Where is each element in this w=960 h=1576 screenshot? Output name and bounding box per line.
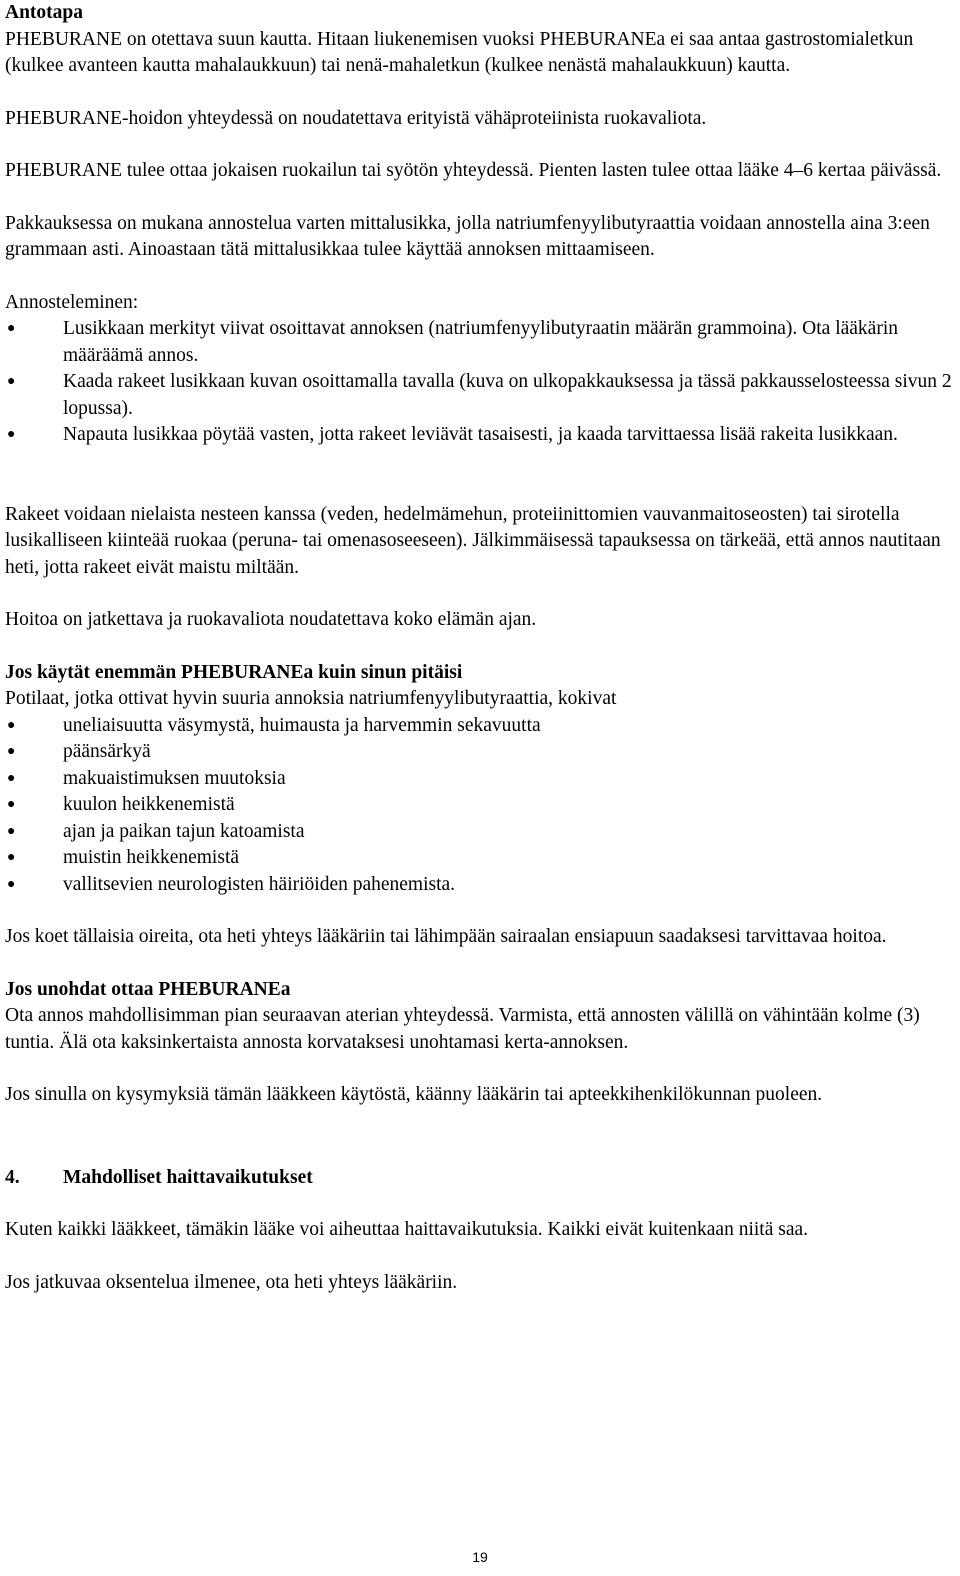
symptom-text: muistin heikkenemistä bbox=[63, 847, 240, 868]
bullet-icon: ● bbox=[7, 850, 16, 865]
paragraph-diet: PHEBURANE-hoidon yhteydessä on noudatettava erityistä vähäproteiinista ruokavaliota. bbox=[5, 107, 707, 129]
dosing-step-text: Kaada rakeet lusikkaan kuvan osoittamalla tavalla (kuva on ulkopakkauksessa ja tässä pakkausselosteessa sivun 2 lopussa). bbox=[63, 371, 952, 419]
list-item bbox=[5, 872, 955, 899]
section-title: Mahdolliset haittavaikutukset bbox=[63, 1166, 313, 1188]
paragraph-missed-dose: Ota annos mahdollisimman pian seuraavan aterian yhteydessä. Varmista, että annosten välillä on vähintään kolme (3) tuntia. Älä ota kaksinkertaista annosta korvataksesi unohtamasi kerta-annoksen. bbox=[5, 1005, 920, 1053]
section-heading-antotapa: Antotapa bbox=[5, 2, 84, 23]
list-item bbox=[5, 713, 955, 740]
document-page bbox=[5, 0, 955, 1296]
bullet-icon: ● bbox=[7, 770, 16, 786]
dosing-label: Annosteleminen: bbox=[5, 291, 139, 313]
paragraph-meals: PHEBURANE tulee ottaa jokaisen ruokailun tai syötön yhteydessä. Pienten lasten tulee ottaa lääke 4–6 kertaa päivässä. bbox=[5, 160, 942, 181]
symptom-text: kuulon heikkenemistä bbox=[63, 794, 235, 815]
bullet-icon: ● bbox=[7, 717, 16, 733]
paragraph-administration: PHEBURANE on otettava suun kautta. Hitaan liukenemisen vuoksi PHEBURANEa ei saa antaa gastrostomialetkun (kulkee avanteen kautta mahalaukkuun) tai nenä-mahaletkun (kulkee nenästä mahalaukkuun) kautta. bbox=[5, 28, 914, 76]
symptom-text: ajan ja paikan tajun katoamista bbox=[63, 820, 305, 842]
page-number: 19 bbox=[472, 1549, 488, 1565]
paragraph-overdose-intro: Potilaat, jotka ottivat hyvin suuria annoksia natriumfenyylibutyraattia, kokivat bbox=[5, 688, 617, 709]
paragraph-overdose-action: Jos koet tällaisia oireita, ota heti yhteys lääkäriin tai lähimpään sairaalan ensiapuun saadaksesi tarvittavaa hoitoa. bbox=[5, 926, 887, 947]
symptom-text: makuaistimuksen muutoksia bbox=[63, 767, 286, 789]
paragraph-lifelong-treatment: Hoitoa on jatkettava ja ruokavaliota noudatettava koko elämän ajan. bbox=[5, 609, 537, 630]
dosing-step-text: Napauta lusikkaa pöytää vasten, jotta rakeet leviävät tasaisesti, ja kaada tarvittaessa lisää rakeita lusikkaan. bbox=[63, 424, 898, 445]
list-item bbox=[5, 819, 955, 846]
list-item bbox=[5, 316, 955, 369]
list-item bbox=[5, 422, 955, 449]
bullet-icon: ● bbox=[7, 427, 16, 442]
paragraph-questions: Jos sinulla on kysymyksiä tämän lääkkeen käytöstä, käänny lääkärin tai apteekkihenkilökunnan puoleen. bbox=[5, 1084, 823, 1105]
symptom-text: vallitsevien neurologisten häiriöiden pahenemista. bbox=[63, 873, 456, 895]
bullet-icon: ● bbox=[7, 321, 16, 336]
symptom-text: päänsärkyä bbox=[63, 741, 151, 762]
symptom-text: uneliaisuutta väsymystä, huimausta ja harvemmin sekavuutta bbox=[63, 714, 541, 736]
bullet-icon: ● bbox=[7, 876, 16, 892]
dosing-steps-list bbox=[5, 316, 955, 449]
section-heading-overdose: Jos käytät enemmän PHEBURANEa kuin sinun pitäisi bbox=[5, 661, 463, 683]
bullet-icon: ● bbox=[7, 374, 16, 389]
list-item bbox=[5, 792, 955, 819]
section-4-heading bbox=[5, 1165, 955, 1192]
list-item bbox=[5, 845, 955, 872]
paragraph-measuring-spoon: Pakkauksessa on mukana annostelua varten mittalusikka, jolla natriumfenyylibutyraattia voidaan annostella aina 3:een grammaan asti. Ainoastaan tätä mittalusikkaa tulee käyttää annoksen mittaamiseen. bbox=[5, 212, 930, 260]
paragraph-vomiting: Jos jatkuvaa oksentelua ilmenee, ota heti yhteys lääkäriin. bbox=[5, 1271, 458, 1293]
paragraph-side-effects-intro: Kuten kaikki lääkkeet, tämäkin lääke voi aiheuttaa haittavaikutuksia. Kaikki eivät kuitenkaan niitä saa. bbox=[5, 1219, 809, 1240]
dosing-step-text: Lusikkaan merkityt viivat osoittavat annoksen (natriumfenyylibutyraatin määrän grammoina). Ota lääkärin määräämä annos. bbox=[63, 318, 898, 366]
paragraph-swallowing: Rakeet voidaan nielaista nesteen kanssa (veden, hedelmämehun, proteiinittomien vauvanmaitoseosten) tai sirotella lusikalliseen kiinteää ruokaa (peruna- tai omenasoseeseen). Jälkimmäisessä tapauksessa on tärkeää, että annos nautitaan heti, jotta rakeet eivät maistu miltään. bbox=[5, 503, 941, 578]
overdose-symptoms-list bbox=[5, 713, 955, 899]
section-heading-missed-dose: Jos unohdat ottaa PHEBURANEa bbox=[5, 978, 291, 1000]
list-item bbox=[5, 739, 955, 766]
bullet-icon: ● bbox=[7, 744, 16, 759]
section-number: 4. bbox=[5, 1166, 20, 1188]
bullet-icon: ● bbox=[7, 823, 16, 839]
list-item bbox=[5, 369, 955, 422]
bullet-icon: ● bbox=[7, 797, 16, 812]
list-item bbox=[5, 766, 955, 793]
